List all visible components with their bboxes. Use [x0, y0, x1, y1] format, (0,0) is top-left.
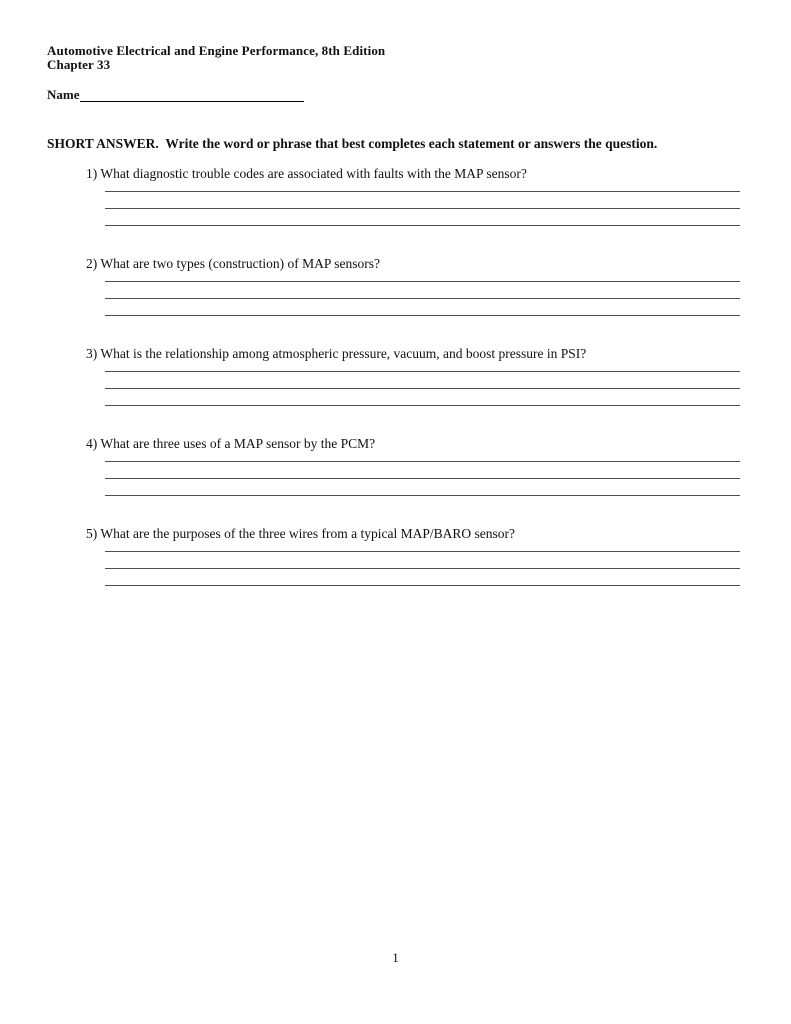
answer-blank-line	[105, 192, 740, 209]
question-number: 3)	[86, 346, 98, 361]
answer-lines	[105, 362, 740, 406]
answer-blank-line	[105, 372, 740, 389]
question-number: 5)	[86, 526, 98, 541]
question-block	[47, 526, 740, 586]
answer-blank-line	[105, 182, 740, 192]
page-number: 1	[392, 950, 399, 965]
answer-blank-line	[105, 569, 740, 586]
question-block	[47, 256, 740, 316]
instruction-text: SHORT ANSWER. Write the word or phrase that best completes each statement or answers the question.	[47, 136, 658, 151]
answer-blank-line	[105, 552, 740, 569]
answer-blank-line	[105, 282, 740, 299]
name-label: Name	[47, 87, 80, 102]
answer-blank-line	[105, 452, 740, 462]
name-row	[47, 88, 740, 103]
answer-blank-line	[105, 299, 740, 316]
answer-blank-line	[105, 209, 740, 226]
document-header	[47, 44, 740, 72]
question-number: 2)	[86, 256, 98, 271]
question-text	[86, 166, 740, 182]
question-block	[47, 346, 740, 406]
answer-blank-line	[105, 542, 740, 552]
answer-blank-line	[105, 362, 740, 372]
question-block	[47, 166, 740, 226]
question-label: What is the relationship among atmospheric pressure, vacuum, and boost pressure in PSI?	[100, 346, 587, 361]
answer-blank-line	[105, 272, 740, 282]
answer-blank-line	[105, 389, 740, 406]
answer-lines	[105, 542, 740, 586]
question-block	[47, 436, 740, 496]
answer-lines	[105, 272, 740, 316]
document-title: Automotive Electrical and Engine Performance, 8th Edition	[47, 43, 386, 58]
question-label: What are the purposes of the three wires from a typical MAP/BARO sensor?	[100, 526, 516, 541]
question-text	[86, 436, 740, 452]
question-label: What are two types (construction) of MAP sensors?	[100, 256, 380, 271]
name-blank-line	[80, 88, 304, 102]
question-number: 4)	[86, 436, 98, 451]
document-chapter: Chapter 33	[47, 57, 111, 72]
question-text	[86, 526, 740, 542]
question-label: What diagnostic trouble codes are associated with faults with the MAP sensor?	[100, 166, 527, 181]
answer-lines	[105, 452, 740, 496]
question-text	[86, 346, 740, 362]
answer-blank-line	[105, 479, 740, 496]
question-number: 1)	[86, 166, 98, 181]
question-label: What are three uses of a MAP sensor by the PCM?	[100, 436, 376, 451]
question-text	[86, 256, 740, 272]
answer-blank-line	[105, 462, 740, 479]
answer-lines	[105, 182, 740, 226]
question-list	[47, 166, 740, 586]
